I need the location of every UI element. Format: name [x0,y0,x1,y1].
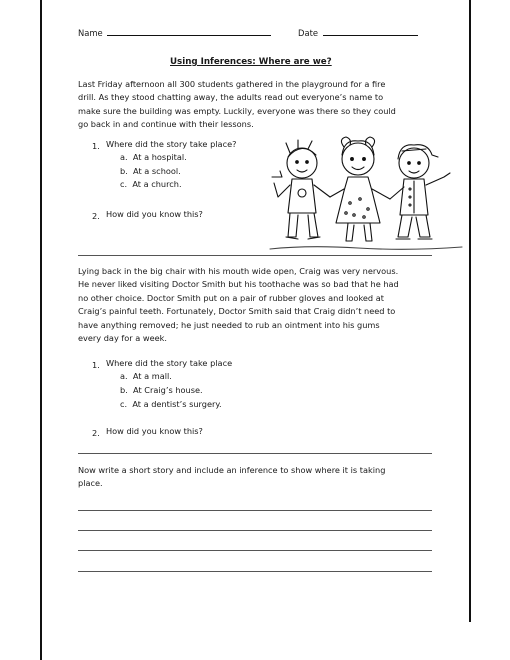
story1-q2-text: How did you know this? [106,209,203,219]
story2-answer-line[interactable] [78,453,432,454]
story1-q1-number: 1. [92,141,100,151]
story2-q1-text: Where did the story take place [106,358,233,368]
writing-line[interactable] [78,571,432,572]
option-letter: a. [120,152,128,162]
story2-line: have anything removed; he just needed to rub an ointment into his gums [78,319,380,330]
story2-option-b[interactable] [120,384,203,397]
option-text: At a school. [133,166,181,176]
name-label: Name [78,28,103,38]
story1-option-c[interactable] [120,178,182,191]
story1-answer-line[interactable] [78,255,432,256]
story1-q1-text: Where did the story take place? [106,139,237,149]
option-text: At a dentist’s surgery. [132,399,222,409]
task-line: Now write a short story and include an inference to show where it is taking [78,465,386,475]
option-letter: a. [120,371,128,381]
task-line: place. [78,478,103,489]
story2-q1-number: 1. [92,360,100,370]
story2-line: every day for a week. [78,333,167,344]
story1-line: make sure the building was empty. Luckily, everyone was there so they could [78,105,396,116]
option-letter: c. [120,179,128,189]
story1-line: drill. As they stood chatting away, the adults read out everyone’s name to [78,92,384,103]
date-blank[interactable] [323,27,418,36]
writing-line[interactable] [78,530,432,531]
option-letter: b. [120,166,128,176]
right-border [469,0,471,622]
story2-q2-text: How did you know this? [106,426,203,436]
name-blank[interactable] [107,27,271,36]
story1-q2-number: 2. [92,211,100,221]
story1-paragraph [78,78,396,132]
story1-option-a[interactable] [120,151,187,164]
option-text: At a church. [132,179,182,189]
option-text: At a hospital. [132,152,187,162]
task-paragraph [78,464,385,491]
name-field[interactable] [78,27,271,40]
story2-line: He never liked visiting Doctor Smith but his toothache was so bad that he had [78,279,399,290]
story2-line: no other choice. Doctor Smith put on a pair of rubber gloves and looked at [78,292,384,303]
writing-line[interactable] [78,550,432,551]
children-holding-hands-illustration [268,133,464,253]
option-letter: c. [120,399,128,409]
option-text: At Craig’s house. [133,385,203,395]
story2-q2-number: 2. [92,428,100,438]
story2-line: Lying back in the big chair with his mouth wide open, Craig was very nervous. [78,266,399,276]
story1-line: go back in and continue with their lessons. [78,119,254,130]
story1-option-b[interactable] [120,165,181,178]
date-field[interactable] [298,27,418,40]
story2-option-c[interactable] [120,398,222,411]
story2-line: Craig’s painful teeth. Fortunately, Doctor Smith said that Craig didn’t need to [78,306,396,317]
writing-line[interactable] [78,510,432,511]
option-letter: b. [120,385,128,395]
story1-line: Last Friday afternoon all 300 students gathered in the playground for a fire [78,79,386,89]
date-label: Date [298,28,319,38]
story2-paragraph [78,265,399,345]
story2-option-a[interactable] [120,370,172,383]
left-border [40,0,42,660]
worksheet-title: Using Inferences: Where are we? [170,57,332,67]
option-text: At a mall. [132,371,172,381]
